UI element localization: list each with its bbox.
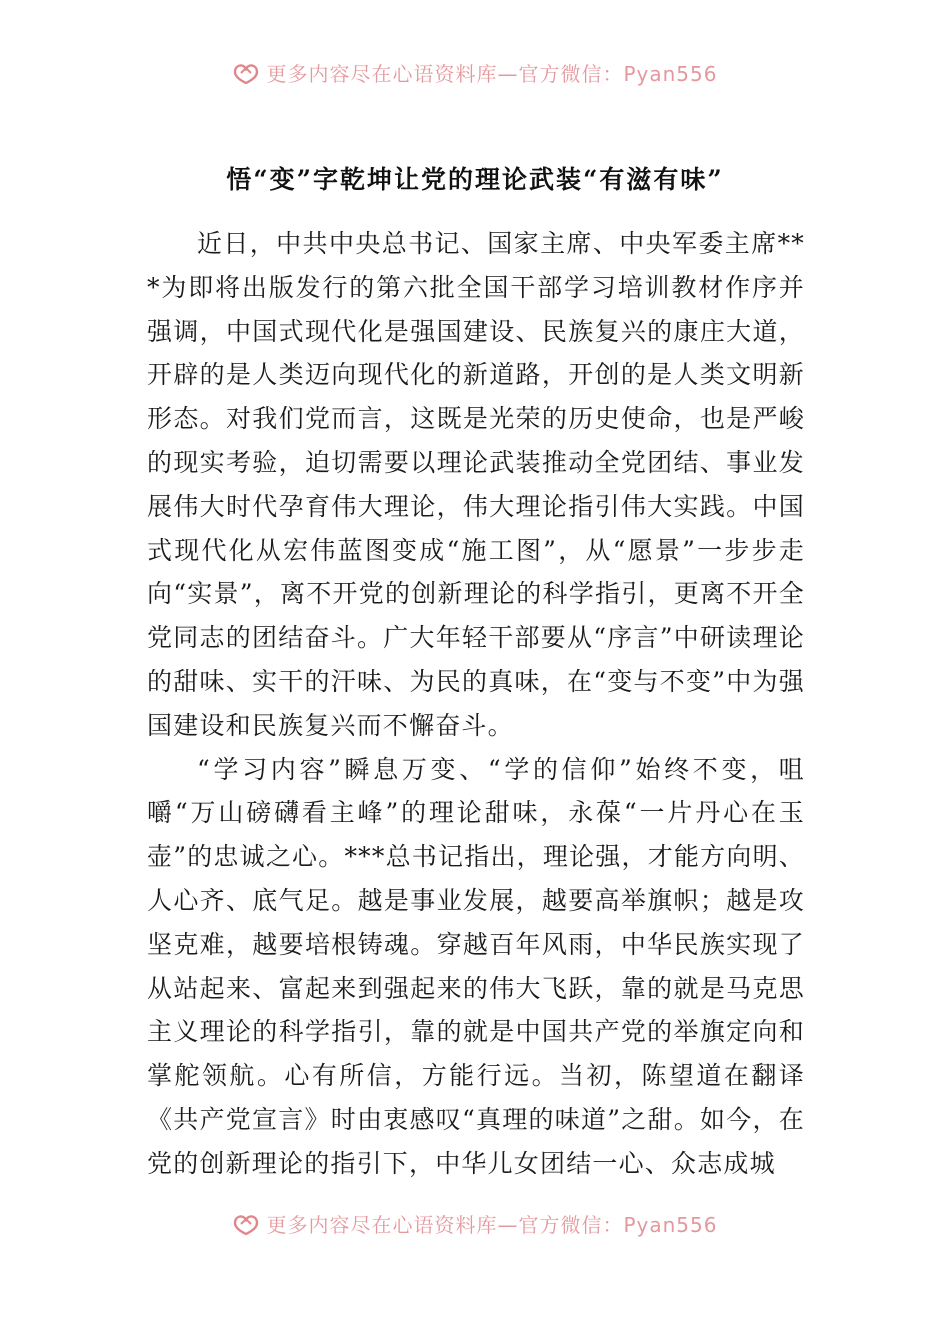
- paragraph: 近日，中共中央总书记、国家主席、中央军委主席***为即将出版发行的第六批全国干部学习培训教材作序并强调，中国式现代化是强国建设、民族复兴的康庄大道，开辟的是人类迈向现代化的新道路，开创的是人类文明新形态。对我们党而言，这既是光荣的历史使命，也是严峻的现实考验，迫切需要以理论武装推动全党团结、事业发展伟大时代孕育伟大理论，伟大理论指引伟大实践。中国式现代化从宏伟蓝图变成“施工图”，从“愿景”一步步走向“实景”，离不开党的创新理论的科学指引，更离不开全党同志的团结奋斗。广大年轻干部要从“序言”中研读理论的甜味、实干的汗味、为民的真味，在“变与不变”中为强国建设和民族复兴而不懈奋斗。: [147, 229, 805, 740]
- brand-logo-icon: [232, 60, 260, 84]
- watermark-header: [0, 52, 950, 92]
- document-title: 悟“变”字乾坤让党的理论武装“有滋有味”: [226, 165, 724, 194]
- watermark-footer: [0, 1203, 950, 1243]
- watermark-text: 更多内容尽在心语资料库—官方微信：Pyan556: [266, 61, 718, 86]
- paragraph: “学习内容”瞬息万变、“学的信仰”始终不变，咀嚼“万山磅礴看主峰”的理论甜味，永葆“一片丹心在玉壶”的忠诚之心。***总书记指出，理论强，才能方向明、人心齐、底气足。越是事业发展，越要高举旗帜；越是攻坚克难，越要培根铸魂。穿越百年风雨，中华民族实现了从站起来、富起来到强起来的伟大飞跃，靠的就是马克思主义理论的科学指引，靠的就是中国共产党的举旗定向和掌舵领航。心有所信，方能行远。当初，陈望道在翻译《共产党宣言》时由衷感叹“真理的味道”之甜。如今，在党的创新理论的指引下，中华儿女团结一心、众志成城: [147, 754, 805, 1178]
- watermark-text: 更多内容尽在心语资料库—官方微信：Pyan556: [266, 1212, 718, 1237]
- brand-logo-icon: [232, 1211, 260, 1235]
- document-body: [147, 222, 805, 1186]
